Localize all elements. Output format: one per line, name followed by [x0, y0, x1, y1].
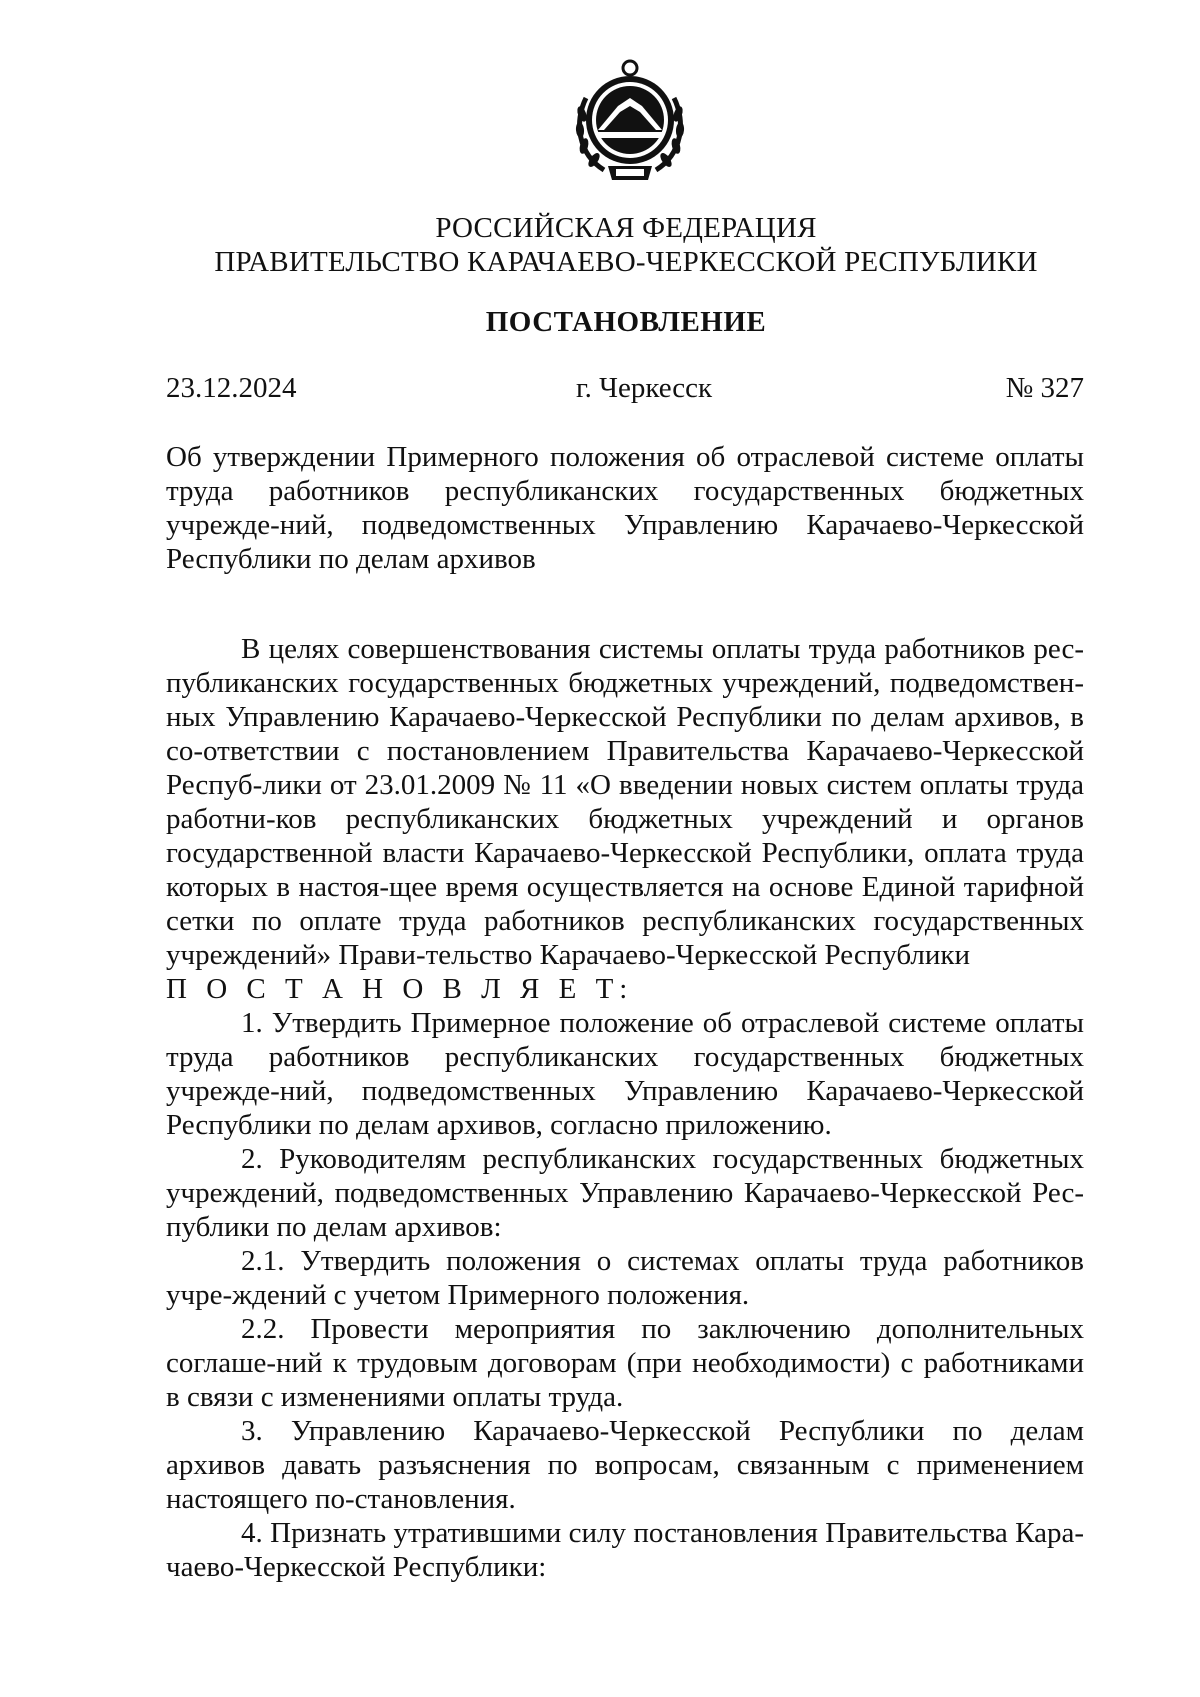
document-type-title: ПОСТАНОВЛЕНИЕ [485, 306, 767, 338]
item-paragraph: 2.2. Провести мероприятия по заключению дополнительных соглаше-ний к трудовым договорам (при необходимости) с работниками в связи с изменениями оплаты труда. [166, 1313, 1084, 1413]
preamble-paragraph: В целях совершенствования системы оплаты труда работников рес-публиканских государственных бюджетных учреждений, подведомствен-ных Управлению Карачаево-Черкесской Республики по делам архивов, в со-ответствии с постановлением Правительства Карачаево-Черкесской Респуб-лики от 23.01.2009 № 11 «О введении новых систем оплаты труда работни-ков республиканских бюджетных учреждений и органов государственной власти Карачаево-Черкесской Республики, оплата труда которых в настоя-щее время осуществляется на основе Единой тарифной сетки по оплате труда работников республиканских государственных учреждений» Прави-тельство Карачаево-Черкесской Республики [166, 633, 1084, 971]
item-paragraph: 2. Руководителям республиканских государственных бюджетных учреждений, подведомственных Управлению Карачаево-Черкесской Рес-публики по делам архивов: [166, 1143, 1084, 1243]
item-paragraph: 3. Управлению Карачаево-Черкесской Республики по делам архивов давать разъяснения по вопросам, связанным с применением настоящего по-становления. [166, 1415, 1084, 1515]
document-subject [166, 440, 1084, 576]
country-header: РОССИЙСКАЯ ФЕДЕРАЦИЯ [435, 212, 817, 244]
document-body [166, 632, 1084, 1584]
decree-word: П О С Т А Н О В Л Я Е Т: [166, 973, 634, 1005]
subject-text: Об утверждении Примерного положения об отраслевой системе оплаты труда работников республиканских государственных бюджетных учрежде-ний, подведомственных Управлению Карачаево-Черкесской Республики по делам архивов [166, 441, 1084, 575]
item-paragraph: 4. Признать утратившими силу постановления Правительства Кара-чаево-Черкесской Республики: [166, 1517, 1084, 1583]
document-number: № 327 [1005, 372, 1084, 404]
item-paragraph: 1. Утвердить Примерное положение об отраслевой системе оплаты труда работников республиканских государственных бюджетных учрежде-ний, подведомственных Управлению Карачаево-Черкесской Республики по делам архивов, согласно приложению. [166, 1007, 1084, 1141]
item-paragraph: 2.1. Утвердить положения о системах оплаты труда работников учре-ждений с учетом Примерного положения. [166, 1245, 1084, 1311]
coat-of-arms-icon [568, 58, 692, 188]
document-city: г. Черкесск [576, 372, 713, 404]
document-date: 23.12.2024 [166, 372, 297, 404]
government-header: ПРАВИТЕЛЬСТВО КАРАЧАЕВО-ЧЕРКЕССКОЙ РЕСПУБЛИКИ [214, 246, 1038, 278]
